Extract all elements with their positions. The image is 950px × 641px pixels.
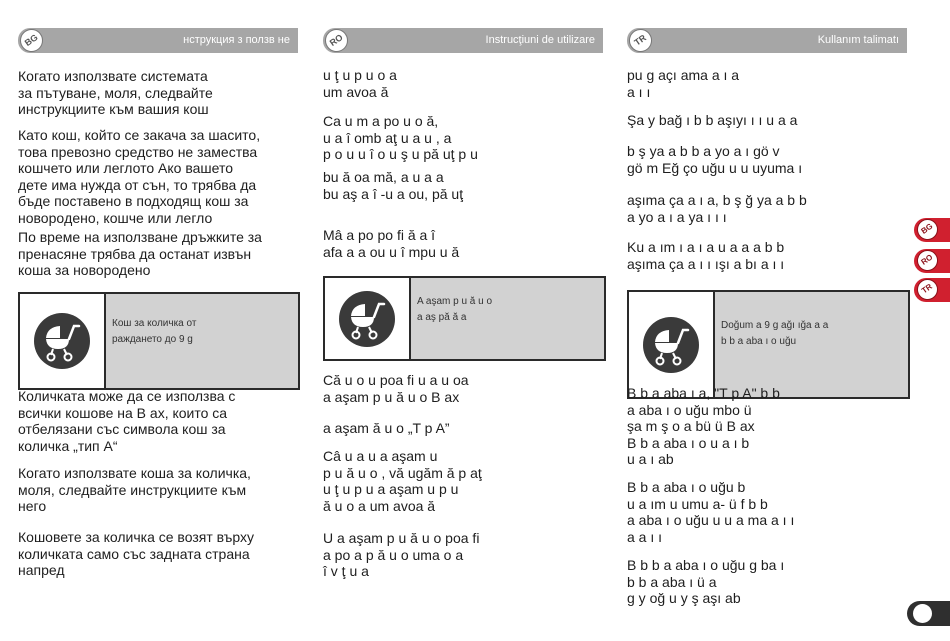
side-tab-label-tr: TR bbox=[913, 275, 942, 304]
paragraph-ro-8: U a aşam p u ă u o poa fi a po a p ă u o uma o a î v ţ u a bbox=[323, 530, 480, 579]
paragraph-bg-1: Когато използвате системата за пътуване, моля, следвайте инструкциите към вашия кош bbox=[18, 68, 213, 117]
pram-box-text-tr: Doğum a 9 g ağı ığa a a b b a aba ı o uğu bbox=[715, 292, 908, 397]
side-tab-label-bg: BG bbox=[913, 215, 942, 244]
pram-icon-cell bbox=[629, 292, 715, 397]
language-badge-bg: BG bbox=[15, 24, 47, 56]
section-title-ro: Instrucţiuni de utilizare bbox=[485, 34, 595, 46]
pram-icon bbox=[33, 312, 91, 370]
section-header-tr bbox=[627, 28, 907, 53]
paragraph-ro-6: a aşam ă u o „T p A” bbox=[323, 420, 450, 436]
paragraph-ro-5: Că u o u poa fi u a u oa a aşam p u ă u o B ax bbox=[323, 372, 469, 405]
paragraph-tr-3: b ş ya a b b a yo a ı gö v gö m Eğ ço uğu u u uyuma ı bbox=[627, 143, 803, 176]
side-tab-bg[interactable] bbox=[914, 218, 950, 242]
section-title-tr: Kullanım talimatı bbox=[817, 34, 899, 46]
paragraph-tr-4: aşıma ça a ı a, b ş ğ ya a b b a yo a ı a ya ı ı ı bbox=[627, 192, 807, 225]
section-title-bg: нструкция з ползв не bbox=[183, 34, 290, 46]
paragraph-ro-3: bu ă oa mă, a u a a bu aş a î -u a ou, pă uţ bbox=[323, 169, 464, 202]
paragraph-tr-5: Ku a ım ı a ı a u a a a b b aşıma ça a ı ı ışı a bı a ı ı bbox=[627, 239, 785, 272]
language-badge-ro: RO bbox=[320, 24, 352, 56]
pram-icon bbox=[642, 316, 700, 374]
column-turkish bbox=[627, 28, 907, 606]
paragraph-bg-6: Кошовете за количка се возят върху количката само със задната страна напред bbox=[18, 529, 254, 578]
pram-icon-cell bbox=[20, 294, 106, 388]
pram-info-box-ro bbox=[323, 276, 606, 361]
paragraph-tr-6: B b a aba ı a, "T p A" b b a aba ı o uğu mbo ü şa m ş o a bü ü B ax B b a aba ı o u a ı b u a ı ab bbox=[627, 385, 780, 467]
pram-info-box-tr bbox=[627, 290, 910, 399]
paragraph-tr-7: B b a aba ı o uğu b u a ım u umu a- ü f b b a aba ı o uğu u u a ma a ı ı a a ı ı bbox=[627, 479, 795, 545]
paragraph-bg-5: Когато използвате коша за количка, моля, следвайте инструкциите към него bbox=[18, 465, 251, 514]
pram-info-box-bg bbox=[18, 292, 300, 390]
section-header-bg bbox=[18, 28, 298, 53]
paragraph-tr-2: Şa y bağ ı b b aşıyı ı ı u a a bbox=[627, 112, 798, 128]
side-tab-tr[interactable] bbox=[914, 278, 950, 302]
pram-icon-cell bbox=[325, 278, 411, 359]
page-marker-tab bbox=[907, 601, 950, 626]
paragraph-bg-3: По време на използване дръжките за пренасяне трябва да останат извън коша за новородено bbox=[18, 229, 262, 278]
language-badge-tr: TR bbox=[624, 24, 656, 56]
side-tab-label-ro: RO bbox=[913, 246, 942, 275]
section-header-ro bbox=[323, 28, 603, 53]
pram-box-text-ro: A aşam p u ă u o a aş pă ă a bbox=[411, 278, 604, 359]
side-tab-ro[interactable] bbox=[914, 249, 950, 273]
paragraph-ro-2: Ca u m a po u o ă, u a î omb aţ u a u , a p o u u î o u ş u pă uţ p u bbox=[323, 113, 478, 162]
paragraph-ro-4: Mâ a po po fi ă a î afa a a ou u î mpu u ă bbox=[323, 227, 460, 260]
paragraph-bg-2: Като кош, който се закача за шасито, това превозно средство не замества кошчето или леглото Ако вашето дете има нужда от сън, то трябва да бъде поставено в подходящ кош за новорoдено, кошче или легло bbox=[18, 127, 261, 226]
paragraph-tr-8: B b b a aba ı o uğu g ba ı b b a aba ı ü a g y oğ u y ş aşı ab bbox=[627, 557, 785, 606]
paragraph-tr-1: pu g açı ama a ı a a ı ı bbox=[627, 67, 740, 100]
paragraph-ro-7: Câ u a u a aşam u p u ă u o , vă ugăm ă p aţ u ţ u p u a aşam u p u ă u o a um avoa ă bbox=[323, 448, 482, 514]
column-romanian bbox=[323, 28, 603, 579]
pram-icon bbox=[338, 290, 396, 348]
column-bulgarian bbox=[18, 28, 298, 578]
paragraph-bg-4: Количката може да се използва с всички кошове на B ax, които са отбелязани със символа кош за количка „тип А“ bbox=[18, 388, 236, 454]
paragraph-ro-1: u ţ u p u o a um avoa ă bbox=[323, 67, 397, 100]
pram-box-text-bg: Кош за количка от раждането до 9 g bbox=[106, 294, 298, 388]
page-marker-icon bbox=[913, 604, 932, 623]
